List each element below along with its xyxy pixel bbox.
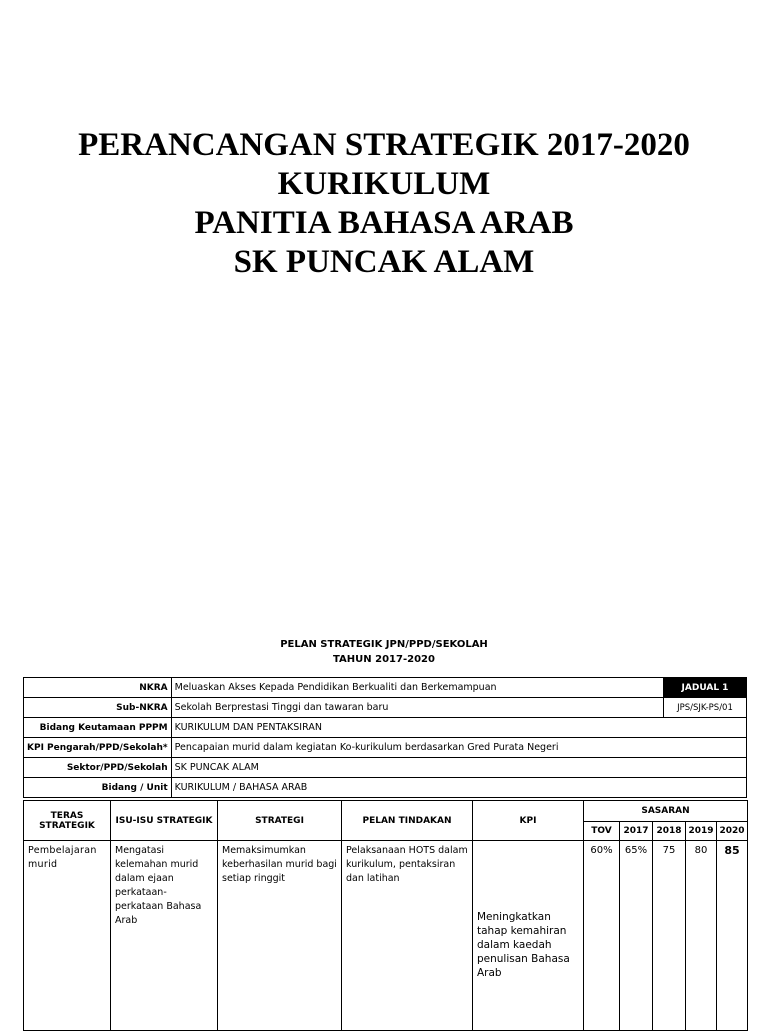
header-row-1 (24, 801, 748, 822)
kpi-label: KPI Pengarah/PPD/Sekolah* (24, 738, 172, 758)
cell-strategi: Memaksimumkan keberhasilan murid bagi setiap ringgit (218, 841, 342, 1031)
strategy-table (23, 800, 748, 1031)
header-teras: TERAS STRATEGIK (24, 801, 111, 841)
title-line-2: KURIKULUM (277, 166, 491, 202)
subheading-line-1: PELAN STRATEGIK JPN/PPD/SEKOLAH (280, 639, 488, 650)
document-title (0, 126, 768, 282)
bidang-value: KURIKULUM DAN PENTAKSIRAN (171, 718, 746, 738)
sektor-label: Sektor/PPD/Sekolah (24, 758, 172, 778)
unit-value: KURIKULUM / BAHASA ARAB (171, 778, 746, 798)
jadual-badge: JADUAL 1 (664, 678, 747, 698)
sektor-value: SK PUNCAK ALAM (171, 758, 746, 778)
cell-kpi (473, 841, 584, 1031)
header-2018: 2018 (653, 822, 686, 841)
bidang-label: Bidang Keutamaan PPPM (24, 718, 172, 738)
header-strategi: STRATEGI (218, 801, 342, 841)
cell-2020: 85 (717, 841, 748, 1031)
cell-pelan: Pelaksanaan HOTS dalam kurikulum, pentaksiran dan latihan (342, 841, 473, 1031)
cell-teras: Pembelajaran murid (24, 841, 111, 1031)
header-sasaran: SASARAN (584, 801, 748, 822)
nkra-label: NKRA (24, 678, 172, 698)
meta-row-kpi (24, 738, 747, 758)
cell-2019: 80 (686, 841, 717, 1031)
cell-2017: 65% (620, 841, 653, 1031)
kpi-text: Meningkatkan tahap kemahiran dalam kaedah penulisan Bahasa Arab (477, 911, 570, 979)
header-pelan: PELAN TINDAKAN (342, 801, 473, 841)
header-2019: 2019 (686, 822, 717, 841)
title-line-4: SK PUNCAK ALAM (233, 244, 535, 280)
meta-table (23, 677, 747, 798)
kpi-value: Pencapaian murid dalam kegiatan Ko-kurikulum berdasarkan Gred Purata Negeri (171, 738, 746, 758)
subnkra-value: Sekolah Berprestasi Tinggi dan tawaran baru (171, 698, 663, 718)
meta-row-sektor (24, 758, 747, 778)
nkra-value: Meluaskan Akses Kepada Pendidikan Berkualiti dan Berkemampuan (171, 678, 663, 698)
table-row (24, 841, 748, 1031)
subnkra-label: Sub-NKRA (24, 698, 172, 718)
unit-label: Bidang / Unit (24, 778, 172, 798)
title-line-3: PANITIA BAHASA ARAB (194, 205, 574, 241)
meta-row-subnkra (24, 698, 747, 718)
cell-isu: Mengatasi kelemahan murid dalam ejaan perkataan-perkataan Bahasa Arab (111, 841, 218, 1031)
subheading-line-2: TAHUN 2017-2020 (333, 654, 435, 665)
meta-row-nkra (24, 678, 747, 698)
header-kpi: KPI (473, 801, 584, 841)
cell-2018: 75 (653, 841, 686, 1031)
meta-row-unit (24, 778, 747, 798)
document-code: JPS/SJK-PS/01 (664, 698, 747, 718)
title-line-1: PERANCANGAN STRATEGIK 2017-2020 (78, 127, 690, 163)
plan-subheading (0, 637, 768, 667)
header-2017: 2017 (620, 822, 653, 841)
header-tov: TOV (584, 822, 620, 841)
cell-tov: 60% (584, 841, 620, 1031)
header-isu: ISU-ISU STRATEGIK (111, 801, 218, 841)
meta-row-bidang (24, 718, 747, 738)
header-2020: 2020 (717, 822, 748, 841)
